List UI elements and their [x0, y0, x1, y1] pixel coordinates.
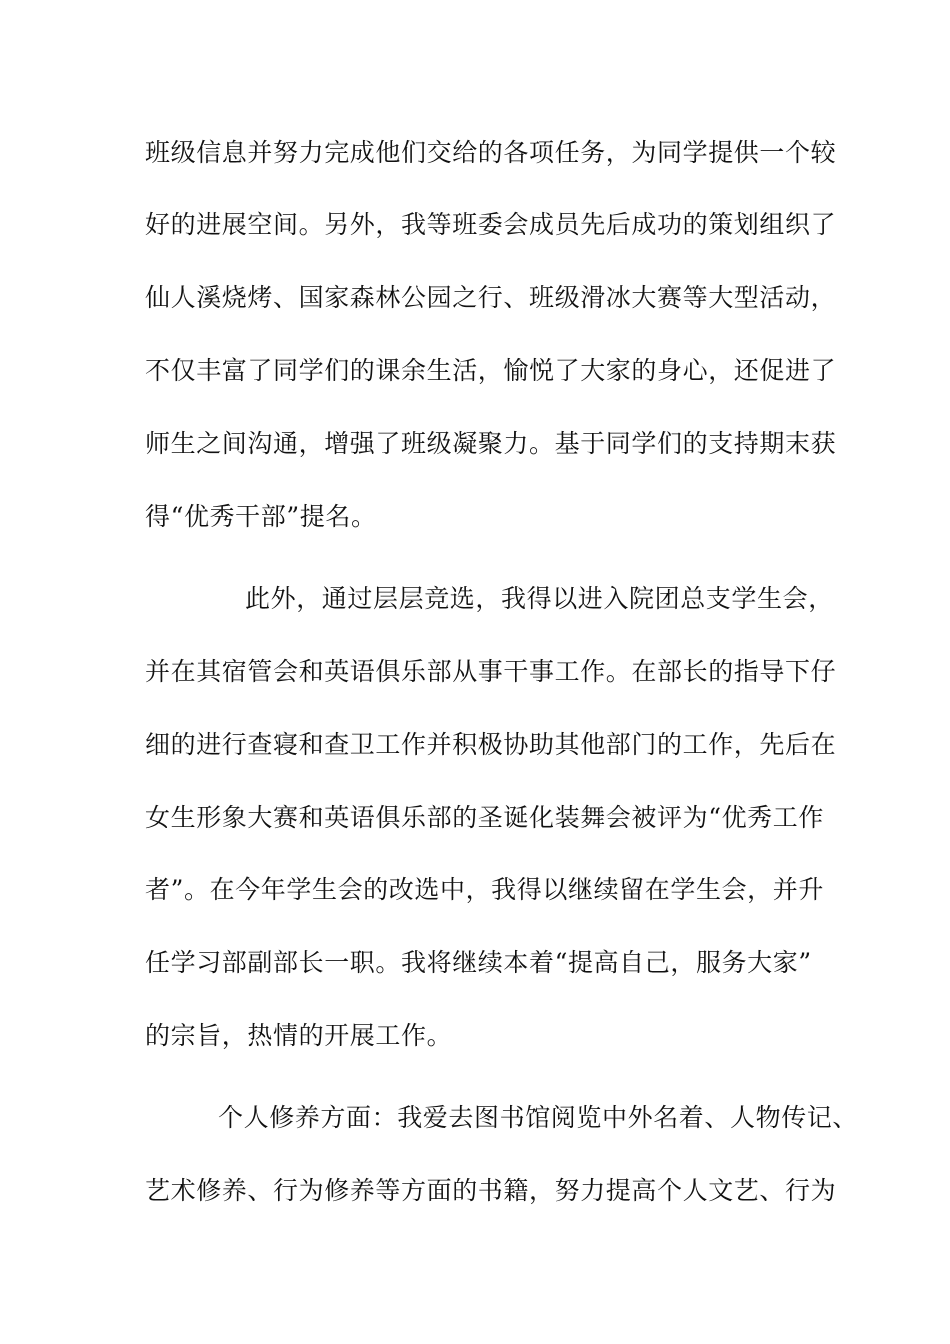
body-text-line: 者”。在今年学生会的改选中，我得以继续留在学生会，并升 [145, 875, 824, 904]
body-text-line: 得“优秀干部”提名。 [145, 502, 377, 531]
body-text-line: 师生之间沟通，增强了班级凝聚力。基于同学们的支持期末获 [145, 429, 837, 458]
body-text-line: 仙人溪烧烤、国家森林公园之行、班级滑冰大赛等大型活动， [145, 283, 837, 312]
body-text-line: 的宗旨，热情的开展工作。 [145, 1021, 453, 1050]
body-text-line: 艺术修养、行为修养等方面的书籍，努力提高个人文艺、行为 [145, 1176, 837, 1205]
body-text-line: 任学习部副部长一职。我将继续本着“提高自己，服务大家” [145, 948, 812, 977]
body-text-line: 不仅丰富了同学们的课余生活，愉悦了大家的身心，还促进了 [145, 356, 837, 385]
paragraph-start-line: 此外，通过层层竞选，我得以进入院团总支学生会， [245, 584, 834, 613]
body-text-line: 女生形象大赛和英语俱乐部的圣诞化装舞会被评为“优秀工作 [145, 803, 824, 832]
body-text-line: 好的进展空间。另外，我等班委会成员先后成功的策划组织了 [145, 210, 837, 239]
body-text-line: 细的进行查寝和查卫工作并积极协助其他部门的工作，先后在 [145, 730, 837, 759]
body-text-line: 班级信息并努力完成他们交给的各项任务，为同学提供一个较 [145, 138, 837, 167]
paragraph-start-line: 个人修养方面：我爱去图书馆阅览中外名着、人物传记、 [218, 1103, 859, 1132]
body-text-line: 并在其宿管会和英语俱乐部从事干事工作。在部长的指导下仔 [145, 657, 837, 686]
